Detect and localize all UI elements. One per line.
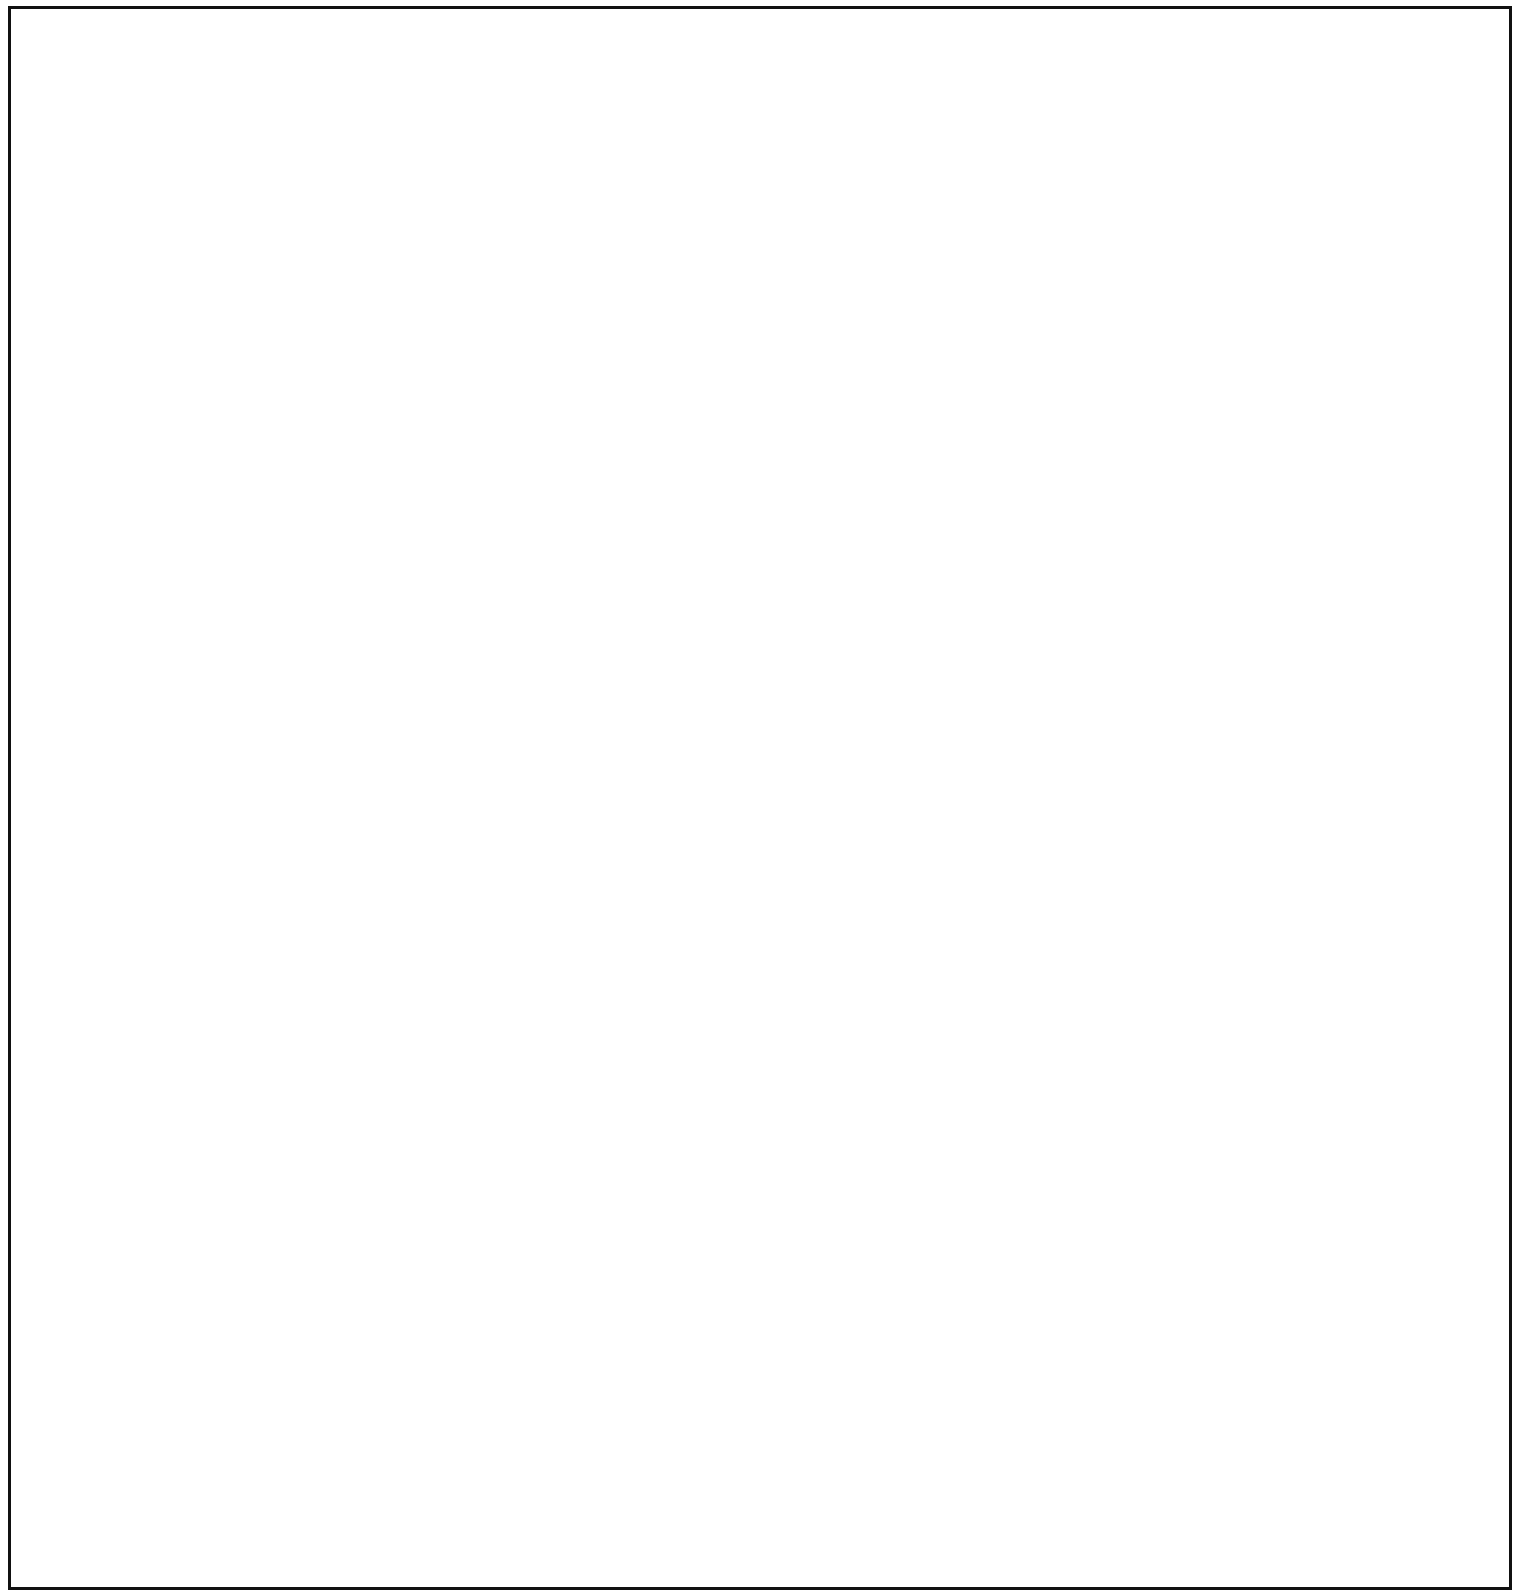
troubleshooting-table — [8, 6, 1512, 1590]
table-body — [8, 6, 1512, 1590]
